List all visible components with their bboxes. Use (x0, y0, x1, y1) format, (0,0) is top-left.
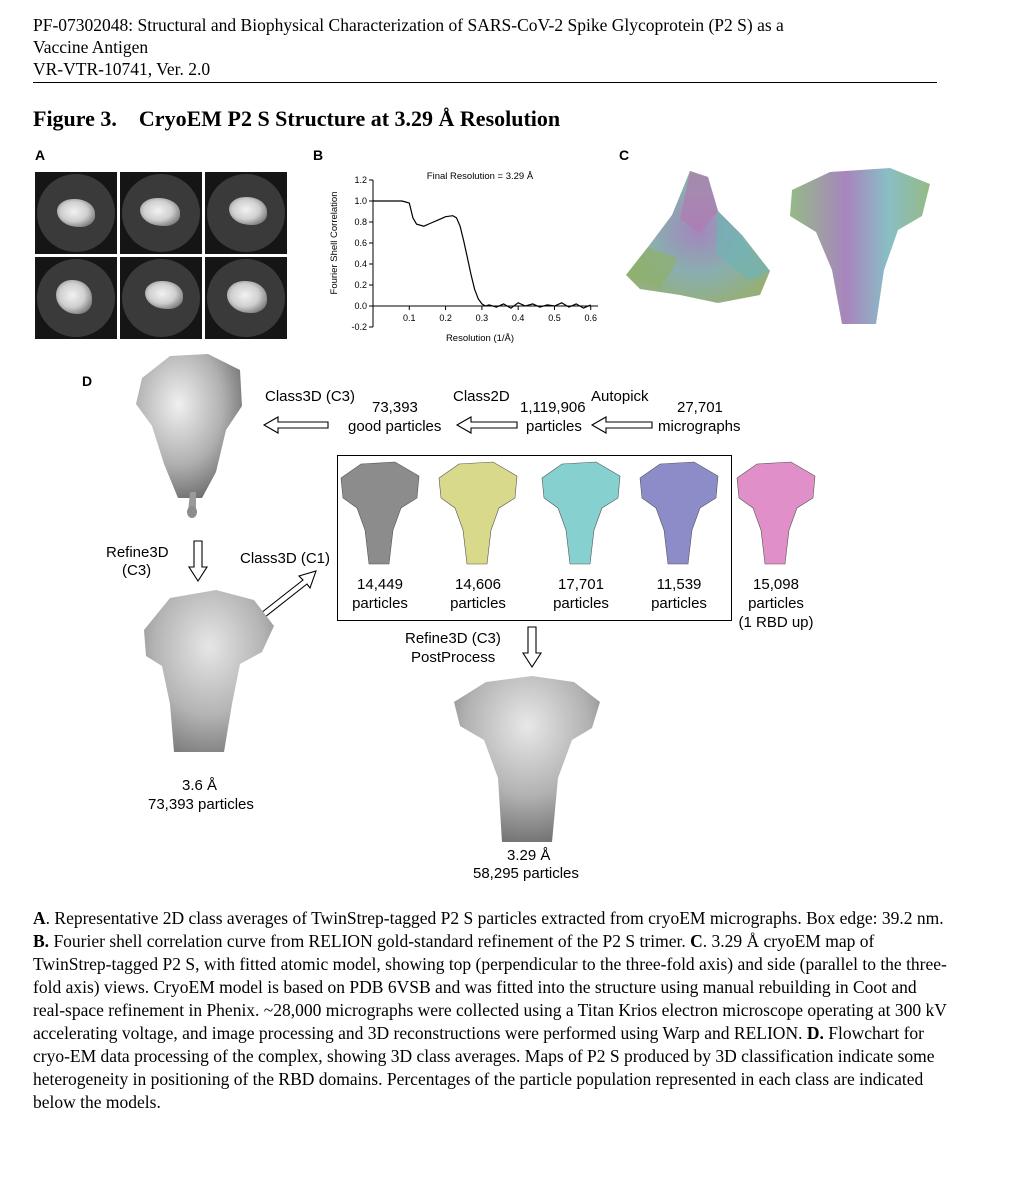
class-particle-count: 17,701 (558, 576, 604, 593)
class-map-2 (435, 460, 521, 568)
caption-label-c: C (690, 931, 703, 951)
class-particle-count: 14,606 (455, 576, 501, 593)
chart-y-tick-label: 0.4 (354, 259, 367, 269)
class-particle-label: particles (748, 595, 804, 612)
header-rule (33, 82, 937, 83)
left-particle-count: 73,393 particles (148, 796, 254, 813)
class-particle-count: 11,539 (656, 576, 702, 593)
good-particles-count: 73,393 (372, 399, 418, 416)
caption-text-c: . 3.29 Å cryoEM map of TwinStrep-tagged P2 S, with fitted atomic model, showing top (perpendicular to the three-fold axis) and side (parallel to the three-fold axis) views. CryoEM model is based on PDB 6VSB and was fitted into the structure using manual rebuilding in Coot and real-space refinement in Phenix. ~28,000 micrographs were collected using a Titan Krios electron microscope operating at 300 kV accelerating voltage, and image processing and 3D reconstructions were performed using Warp and RELION. (33, 931, 947, 1043)
chart-y-tick-label: 0.8 (354, 217, 367, 227)
caption-text-b: Fourier shell correlation curve from RELION gold-standard refinement of the P2 S trimer. (49, 931, 691, 951)
caption-text-d: Flowchart for cryo-EM data processing of the complex, showing 3D class averages. Maps of P2 S produced by 3D classification indicate some heterogeneity in positioning of the RBD domains. Percentages of the particle population represented in each class are indicated below the models. (33, 1023, 935, 1112)
refined-map-3-6 (140, 586, 280, 756)
class-particle-label: particles (352, 595, 408, 612)
chart-x-axis-label: Resolution (1/Å) (445, 333, 515, 344)
refine3d-symmetry-label: (C3) (122, 562, 152, 579)
arrow-left-icon (590, 415, 656, 435)
chart-y-axis-label: Fourier Shell Correlation (329, 191, 340, 295)
class-note: (1 RBD up) (738, 614, 814, 631)
class-average-image (120, 172, 202, 254)
chart-x-tick-label: 0.3 (475, 313, 489, 323)
fsc-chart (310, 160, 610, 360)
header-title-line1: PF-07302048: Structural and Biophysical Characterization of SARS-CoV-2 Spike Glycoprotein (P2 S) as a (33, 15, 784, 35)
panel-label-c: C (619, 147, 630, 163)
class-average-image (205, 172, 287, 254)
final-resolution: 3.29 Å (507, 847, 551, 864)
final-map-3-29 (452, 674, 602, 846)
class-map-shape (439, 462, 517, 564)
header-doc-id: VR-VTR-10741, Ver. 2.0 (33, 59, 211, 79)
class-map-3 (538, 460, 624, 568)
class-map-1 (337, 460, 423, 568)
chart-y-tick-label: 1.0 (354, 196, 367, 206)
chart-title: Final Resolution = 3.29 Å (426, 171, 534, 182)
class-map-4 (636, 460, 722, 568)
header-title-line2: Vaccine Antigen (33, 37, 149, 57)
refine-postprocess-label-2: PostProcess (411, 649, 496, 666)
structure-side-view (780, 160, 945, 330)
figure-caption (33, 907, 953, 1114)
chart-x-tick-label: 0.4 (511, 313, 525, 323)
chart-x-tick-label: 0.2 (439, 313, 452, 323)
good-particles-label: good particles (348, 418, 442, 435)
figure-heading: CryoEM P2 S Structure at 3.29 Å Resolution (138, 106, 561, 131)
refine-postprocess-label-1: Refine3D (C3) (405, 630, 501, 647)
class-particle-label: particles (553, 595, 609, 612)
chart-y-tick-label: -0.2 (351, 322, 367, 332)
class3d-c3-label: Class3D (C3) (265, 388, 356, 405)
chart-y-tick-label: 1.2 (354, 175, 367, 185)
chart-x-tick-label: 0.1 (403, 313, 416, 323)
caption-label-a: A (33, 908, 46, 928)
panel-label-a: A (35, 147, 46, 163)
figure-number: Figure 3. (33, 106, 117, 131)
caption-text-a: . Representative 2D class averages of TwinStrep-tagged P2 S particles extracted from cryoEM micrographs. Box edge: 39.2 nm. (45, 908, 944, 928)
picked-particles-count: 1,119,906 (520, 399, 586, 416)
class-average-image (35, 172, 117, 254)
final-particle-count: 58,295 particles (473, 865, 579, 882)
arrow-down-icon (187, 539, 209, 583)
chart-y-tick-label: 0.0 (354, 301, 367, 311)
class-map-shape (737, 462, 815, 564)
class-average-image (35, 257, 117, 339)
arrow-down-icon (521, 625, 543, 669)
class-particle-count: 14,449 (357, 576, 403, 593)
chart-y-tick-label: 0.6 (354, 238, 367, 248)
class-particle-count: 15,098 (753, 576, 799, 593)
arrow-left-icon (455, 415, 521, 435)
chart-y-tick-label: 0.2 (354, 280, 367, 290)
panel-label-d: D (82, 373, 93, 389)
panel-label-b: B (313, 147, 324, 163)
class3d-c1-label: Class3D (C1) (240, 550, 331, 567)
class-average-image (205, 257, 287, 339)
structure-top-view (620, 163, 785, 313)
chart-x-tick-label: 0.6 (584, 313, 597, 323)
class-average-image (120, 257, 202, 339)
initial-model-map (130, 352, 250, 512)
refine3d-label: Refine3D (106, 544, 169, 561)
micrographs-label: micrographs (658, 418, 741, 435)
document-header (33, 14, 993, 80)
class-map-shape (341, 462, 419, 564)
class2d-label: Class2D (453, 388, 510, 405)
figure-title (33, 106, 560, 132)
picked-particles-label: particles (526, 418, 582, 435)
caption-label-d: D. (806, 1023, 824, 1043)
class-map-shape (542, 462, 620, 564)
fsc-curve (373, 201, 591, 308)
chart-x-tick-label: 0.5 (548, 313, 561, 323)
left-resolution: 3.6 Å (182, 777, 218, 794)
class-particle-label: particles (450, 595, 506, 612)
autopick-label: Autopick (591, 388, 649, 405)
micrographs-count: 27,701 (677, 399, 723, 416)
class-particle-label: particles (651, 595, 707, 612)
arrow-left-icon (262, 415, 332, 435)
class-map-5 (733, 460, 819, 568)
caption-label-b: B. (33, 931, 50, 951)
class-map-shape (640, 462, 718, 564)
